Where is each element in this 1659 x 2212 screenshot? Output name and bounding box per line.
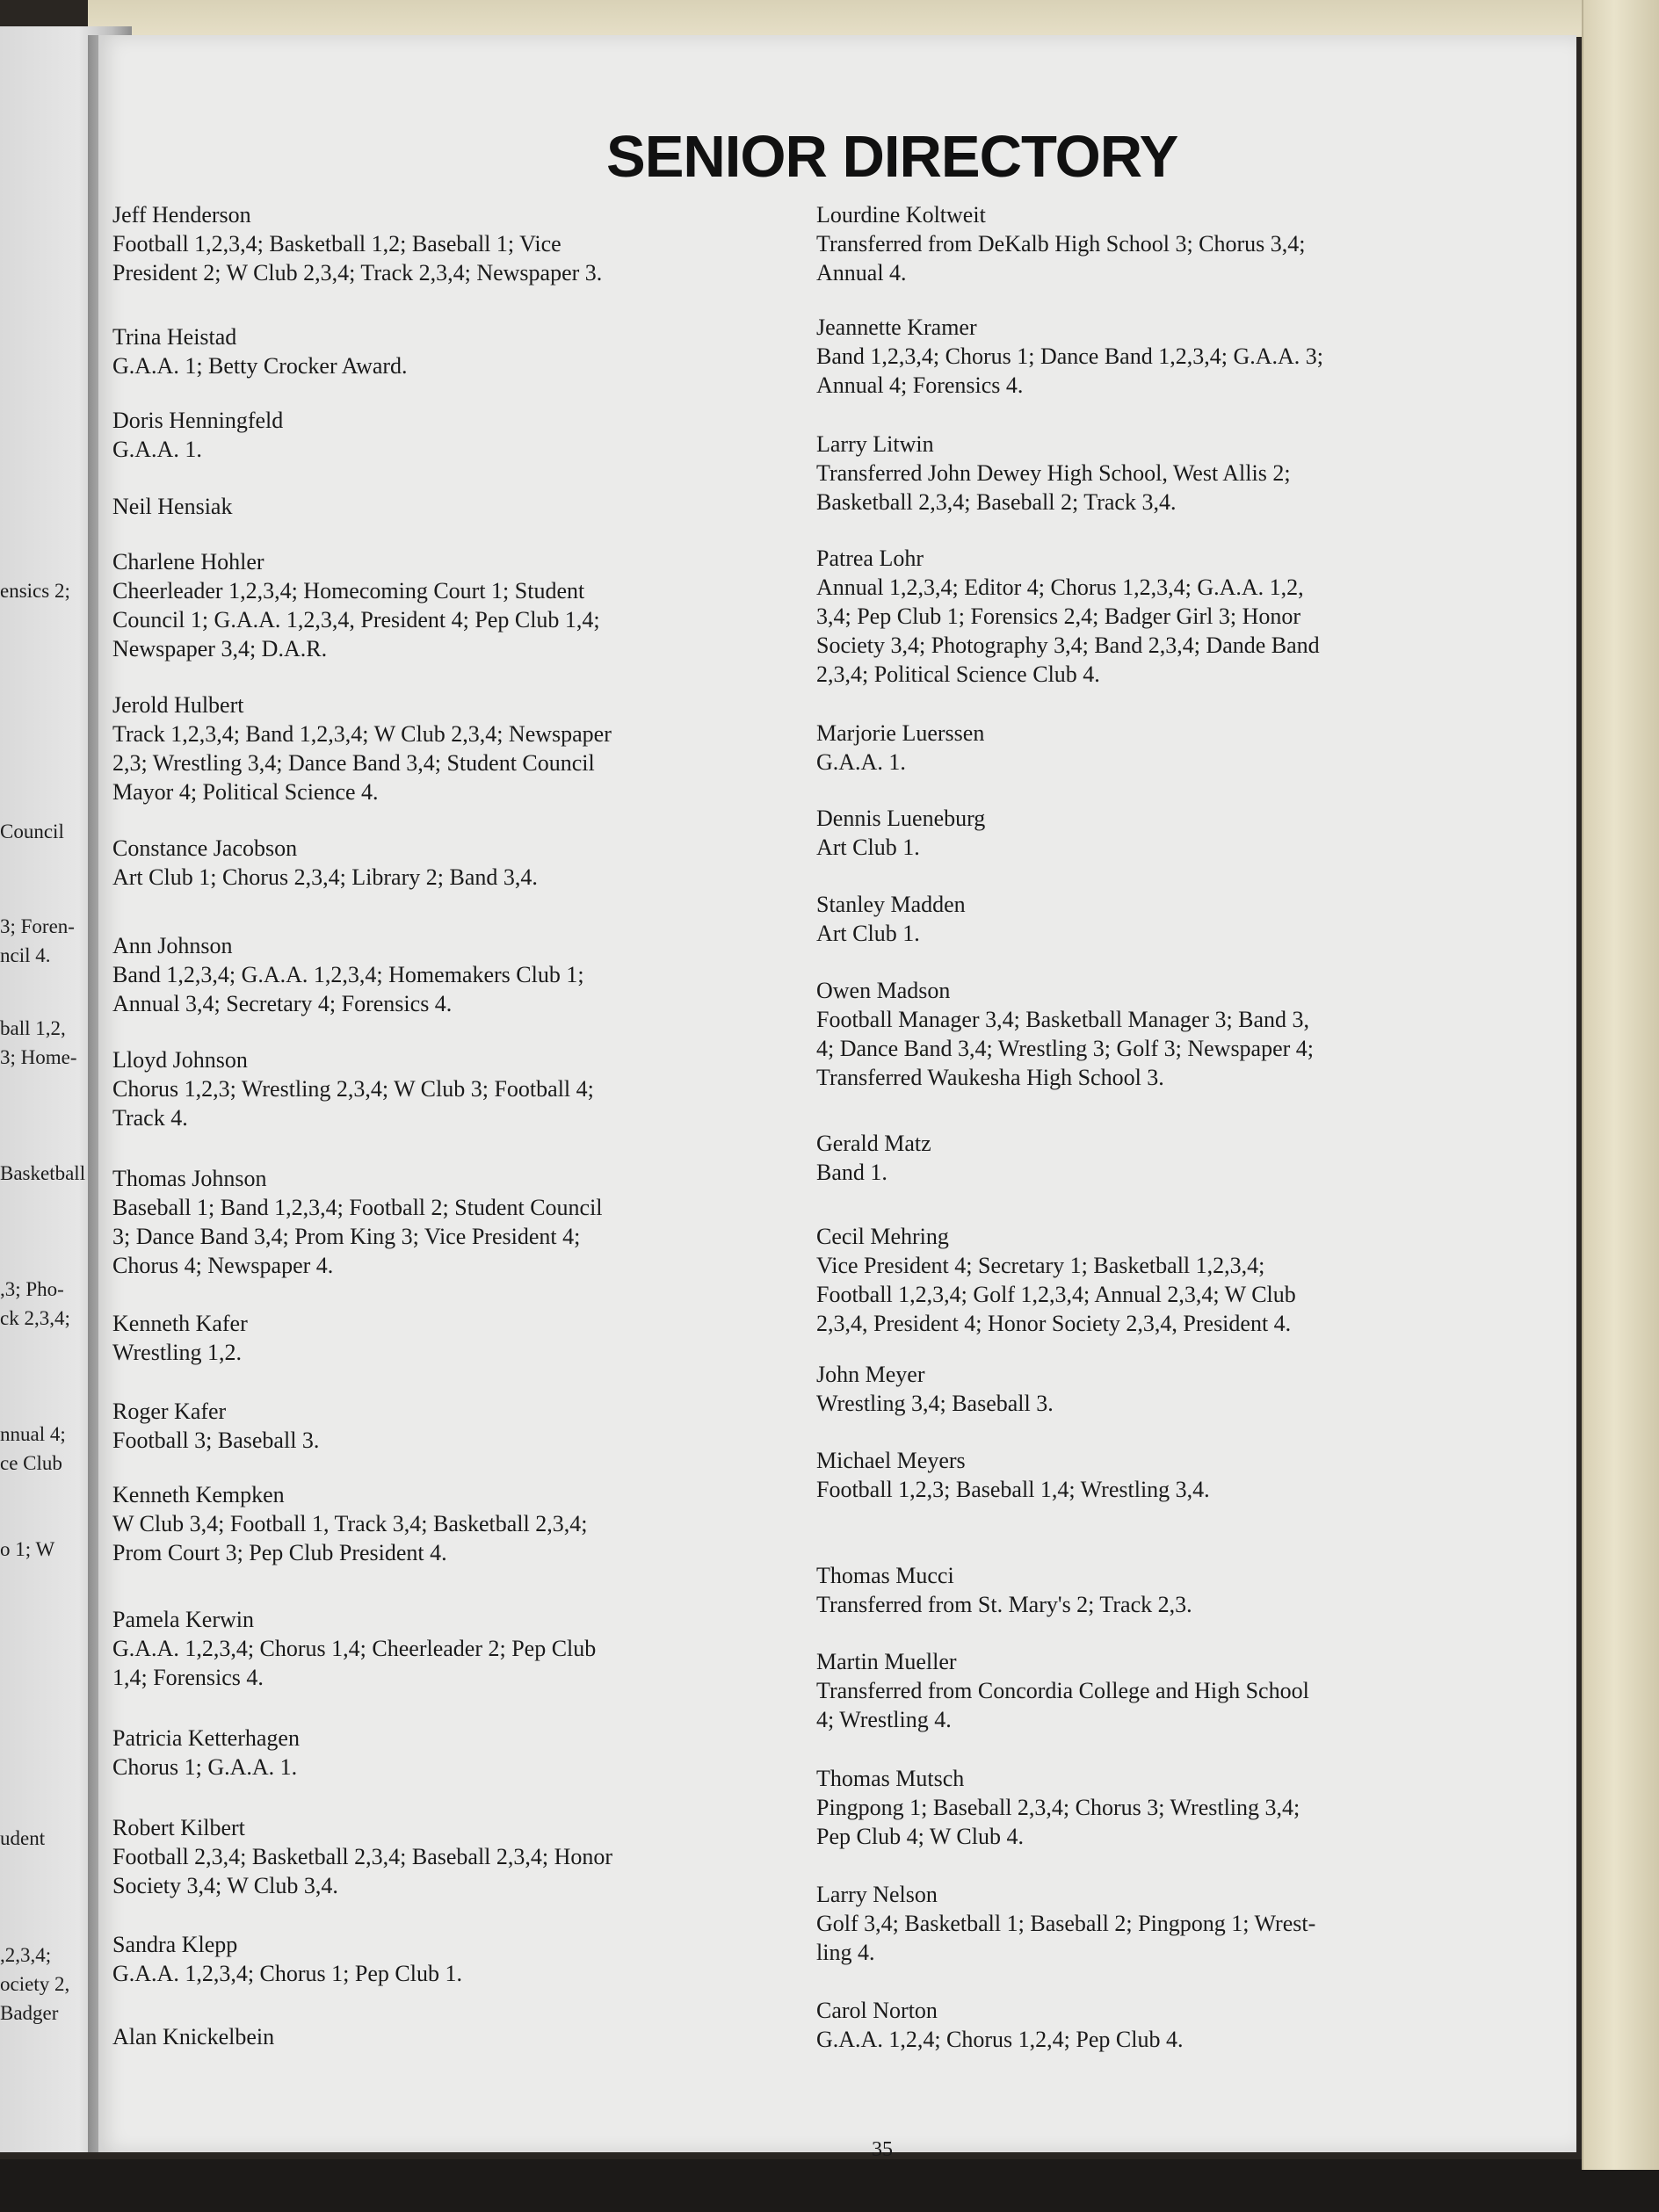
student-name: Owen Madson: [816, 978, 951, 1003]
activities-line: 2,3,4; Political Science Club 4.: [816, 661, 1100, 687]
activities-line: Chorus 1; G.A.A. 1.: [112, 1754, 298, 1780]
directory-entry: [816, 890, 1484, 948]
activities-line: Society 3,4; Photography 3,4; Band 2,3,4; Dande Band: [816, 633, 1320, 658]
activities-line: Baseball 1; Band 1,2,3,4; Football 2; Student Council: [112, 1195, 603, 1220]
activities-line: 2,3,4, President 4; Honor Society 2,3,4, President 4.: [816, 1311, 1292, 1336]
directory-entry: [816, 1360, 1484, 1418]
directory-entry: [112, 1605, 780, 1692]
student-name: Martin Mueller: [816, 1649, 957, 1674]
activities-line: Track 4.: [112, 1105, 188, 1131]
student-name: Stanley Madden: [816, 892, 966, 917]
scan-background: [0, 2159, 1659, 2212]
activities-line: 1,4; Forensics 4.: [112, 1665, 264, 1690]
facing-page-text: ,2,3,4;: [0, 1944, 52, 1966]
directory-entry: [816, 719, 1484, 777]
student-name: Trina Heistad: [112, 324, 237, 350]
directory-entry: [816, 1880, 1484, 1967]
activities-line: Chorus 4; Newspaper 4.: [112, 1253, 334, 1278]
student-name: Constance Jacobson: [112, 835, 298, 861]
student-name: John Meyer: [816, 1362, 925, 1387]
activities-line: Transferred from Concordia College and High School: [816, 1678, 1309, 1703]
directory-entry: [112, 406, 780, 464]
student-name: Gerald Matz: [816, 1131, 931, 1156]
activities-line: Pep Club 4; W Club 4.: [816, 1824, 1024, 1849]
student-name: Alan Knickelbein: [112, 2024, 275, 2049]
activities-line: Wrestling 1,2.: [112, 1340, 242, 1365]
student-name: Kenneth Kempken: [112, 1482, 285, 1507]
activities-line: Art Club 1.: [816, 921, 920, 946]
activities-line: Pingpong 1; Baseball 2,3,4; Chorus 3; Wrestling 3,4;: [816, 1795, 1300, 1820]
activities-line: W Club 3,4; Football 1, Track 3,4; Basketball 2,3,4;: [112, 1511, 588, 1536]
student-name: Robert Kilbert: [112, 1815, 245, 1840]
activities-line: G.A.A. 1; Betty Crocker Award.: [112, 353, 408, 379]
activities-line: Football 1,2,3,4; Basketball 1,2; Baseball 1; Vice: [112, 231, 561, 257]
activities-line: G.A.A. 1,2,3,4; Chorus 1,4; Cheerleader 2; Pep Club: [112, 1636, 597, 1661]
student-name: Larry Nelson: [816, 1882, 938, 1907]
activities-line: Football 1,2,3,4; Golf 1,2,3,4; Annual 2,3,4; W Club: [816, 1282, 1296, 1307]
facing-page-text: ce Club: [0, 1452, 62, 1474]
activities-line: G.A.A. 1.: [112, 437, 202, 462]
student-name: Michael Meyers: [816, 1448, 966, 1473]
student-name: Thomas Johnson: [112, 1166, 267, 1191]
student-name: Lloyd Johnson: [112, 1047, 248, 1073]
activities-line: Football 1,2,3; Baseball 1,4; Wrestling 3,4.: [816, 1477, 1210, 1502]
activities-line: Transferred from DeKalb High School 3; Chorus 3,4;: [816, 231, 1306, 257]
student-name: Marjorie Luerssen: [816, 720, 985, 746]
activities-line: G.A.A. 1,2,4; Chorus 1,2,4; Pep Club 4.: [816, 2027, 1184, 2052]
student-name: Lourdine Koltweit: [816, 202, 986, 228]
directory-entry: [112, 690, 780, 806]
book-cover-edge-top: [88, 0, 1659, 37]
activities-line: Annual 4; Forensics 4.: [816, 372, 1024, 398]
activities-line: Annual 3,4; Secretary 4; Forensics 4.: [112, 991, 453, 1016]
facing-page-text: ball 1,2,: [0, 1017, 66, 1039]
student-name: Neil Hensiak: [112, 494, 233, 519]
activities-line: Annual 4.: [816, 260, 907, 286]
directory-entry: [816, 200, 1484, 287]
directory-entry: [112, 1164, 780, 1280]
activities-line: 3,4; Pep Club 1; Forensics 2,4; Badger Girl 3; Honor: [816, 604, 1301, 629]
activities-line: Transferred from St. Mary's 2; Track 2,3.: [816, 1592, 1192, 1617]
facing-page-text: ck 2,3,4;: [0, 1307, 70, 1329]
directory-entry: [112, 931, 780, 1018]
facing-page-text: Basketball: [0, 1162, 86, 1184]
directory-entry: [816, 1129, 1484, 1187]
facing-page-text: udent: [0, 1827, 46, 1849]
facing-page-text: ncil 4.: [0, 944, 51, 966]
activities-line: 3; Dance Band 3,4; Prom King 3; Vice President 4;: [112, 1224, 581, 1249]
activities-line: Basketball 2,3,4; Baseball 2; Track 3,4.: [816, 489, 1177, 515]
activities-line: Band 1.: [816, 1160, 887, 1185]
student-name: Jeannette Kramer: [816, 314, 977, 340]
student-name: Thomas Mucci: [816, 1563, 954, 1588]
directory-entry: [112, 834, 780, 892]
activities-line: G.A.A. 1,2,3,4; Chorus 1; Pep Club 1.: [112, 1961, 462, 1986]
directory-entry: [816, 1222, 1484, 1338]
directory-entry: [816, 1561, 1484, 1619]
student-name: Roger Kafer: [112, 1399, 227, 1424]
directory-entry: [816, 1446, 1484, 1504]
directory-entry: [816, 1764, 1484, 1851]
directory-entry: [112, 200, 780, 287]
directory-entry: [816, 313, 1484, 400]
directory-entry: [112, 492, 780, 521]
facing-page-text: Badger: [0, 2002, 59, 2024]
directory-entry: [112, 1309, 780, 1367]
facing-page-text: 3; Foren-: [0, 915, 75, 937]
student-name: Ann Johnson: [112, 933, 233, 958]
activities-line: President 2; W Club 2,3,4; Track 2,3,4; Newspaper 3.: [112, 260, 603, 286]
activities-line: Football 2,3,4; Basketball 2,3,4; Baseball 2,3,4; Honor: [112, 1844, 613, 1869]
page-number: 35: [872, 2138, 893, 2161]
student-name: Doris Henningfeld: [112, 408, 284, 433]
facing-page-text: Council: [0, 820, 64, 842]
directory-entry: [112, 1045, 780, 1132]
activities-line: Chorus 1,2,3; Wrestling 2,3,4; W Club 3; Football 4;: [112, 1076, 594, 1102]
directory-entry: [112, 1724, 780, 1782]
directory-entry: [816, 976, 1484, 1092]
directory-entry: [112, 2022, 780, 2051]
activities-line: Art Club 1.: [816, 835, 920, 860]
directory-entry: [816, 1996, 1484, 2054]
book-cover-edge-right: [1582, 0, 1659, 2170]
activities-line: Track 1,2,3,4; Band 1,2,3,4; W Club 2,3,4; Newspaper: [112, 721, 612, 747]
student-name: Patricia Ketterhagen: [112, 1725, 300, 1751]
student-name: Larry Litwin: [816, 431, 934, 457]
student-name: Pamela Kerwin: [112, 1607, 255, 1632]
facing-page-text: ensics 2;: [0, 580, 70, 602]
student-name: Dennis Lueneburg: [816, 806, 986, 831]
activities-line: Annual 1,2,3,4; Editor 4; Chorus 1,2,3,4; G.A.A. 1,2,: [816, 575, 1304, 600]
student-name: Cecil Mehring: [816, 1224, 949, 1249]
directory-entry: [112, 1813, 780, 1900]
activities-line: Transferred John Dewey High School, West Allis 2;: [816, 460, 1291, 486]
student-name: Jeff Henderson: [112, 202, 251, 228]
student-name: Jerold Hulbert: [112, 692, 244, 718]
activities-line: Society 3,4; W Club 3,4.: [112, 1873, 338, 1898]
directory-entry: [816, 804, 1484, 862]
activities-line: Cheerleader 1,2,3,4; Homecoming Court 1; Student: [112, 578, 585, 604]
activities-line: 2,3; Wrestling 3,4; Dance Band 3,4; Student Council: [112, 750, 595, 776]
facing-page-text: o 1; W: [0, 1538, 55, 1560]
directory-entry: [112, 547, 780, 663]
activities-line: ling 4.: [816, 1940, 875, 1965]
activities-line: 4; Wrestling 4.: [816, 1707, 952, 1732]
activities-line: 4; Dance Band 3,4; Wrestling 3; Golf 3; Newspaper 4;: [816, 1036, 1315, 1061]
directory-entry: [112, 1480, 780, 1567]
activities-line: Golf 3,4; Basketball 1; Baseball 2; Pingpong 1; Wrest-: [816, 1911, 1316, 1936]
facing-page-text: 3; Home-: [0, 1046, 77, 1068]
activities-line: Football Manager 3,4; Basketball Manager 3; Band 3,: [816, 1007, 1310, 1032]
activities-line: Art Club 1; Chorus 2,3,4; Library 2; Band 3,4.: [112, 864, 538, 890]
directory-entry: [816, 1647, 1484, 1734]
activities-line: Mayor 4; Political Science 4.: [112, 779, 379, 805]
activities-line: Football 3; Baseball 3.: [112, 1428, 320, 1453]
directory-entry: [816, 544, 1484, 689]
student-name: Charlene Hohler: [112, 549, 264, 575]
activities-line: Vice President 4; Secretary 1; Basketball 1,2,3,4;: [816, 1253, 1265, 1278]
page-title: SENIOR DIRECTORY: [606, 124, 1178, 190]
student-name: Sandra Klepp: [112, 1932, 238, 1957]
student-name: Kenneth Kafer: [112, 1311, 248, 1336]
facing-page-text: nnual 4;: [0, 1423, 66, 1445]
directory-page: [98, 35, 1576, 2161]
activities-line: Band 1,2,3,4; Chorus 1; Dance Band 1,2,3,4; G.A.A. 3;: [816, 343, 1324, 369]
activities-line: Council 1; G.A.A. 1,2,3,4, President 4; Pep Club 1,4;: [112, 607, 600, 633]
activities-line: G.A.A. 1.: [816, 749, 906, 775]
activities-line: Wrestling 3,4; Baseball 3.: [816, 1391, 1054, 1416]
directory-entry: [112, 1397, 780, 1455]
facing-page-text: ociety 2,: [0, 1973, 70, 1995]
student-name: Thomas Mutsch: [816, 1766, 965, 1791]
directory-entry: [816, 430, 1484, 517]
student-name: Patrea Lohr: [816, 546, 924, 571]
facing-page-text: ,3; Pho-: [0, 1278, 64, 1300]
activities-line: Transferred Waukesha High School 3.: [816, 1065, 1164, 1090]
activities-line: Band 1,2,3,4; G.A.A. 1,2,3,4; Homemakers Club 1;: [112, 962, 584, 987]
activities-line: Newspaper 3,4; D.A.R.: [112, 636, 328, 661]
directory-entry: [112, 1930, 780, 1988]
student-name: Carol Norton: [816, 1998, 938, 2023]
activities-line: Prom Court 3; Pep Club President 4.: [112, 1540, 447, 1565]
directory-entry: [112, 322, 780, 380]
